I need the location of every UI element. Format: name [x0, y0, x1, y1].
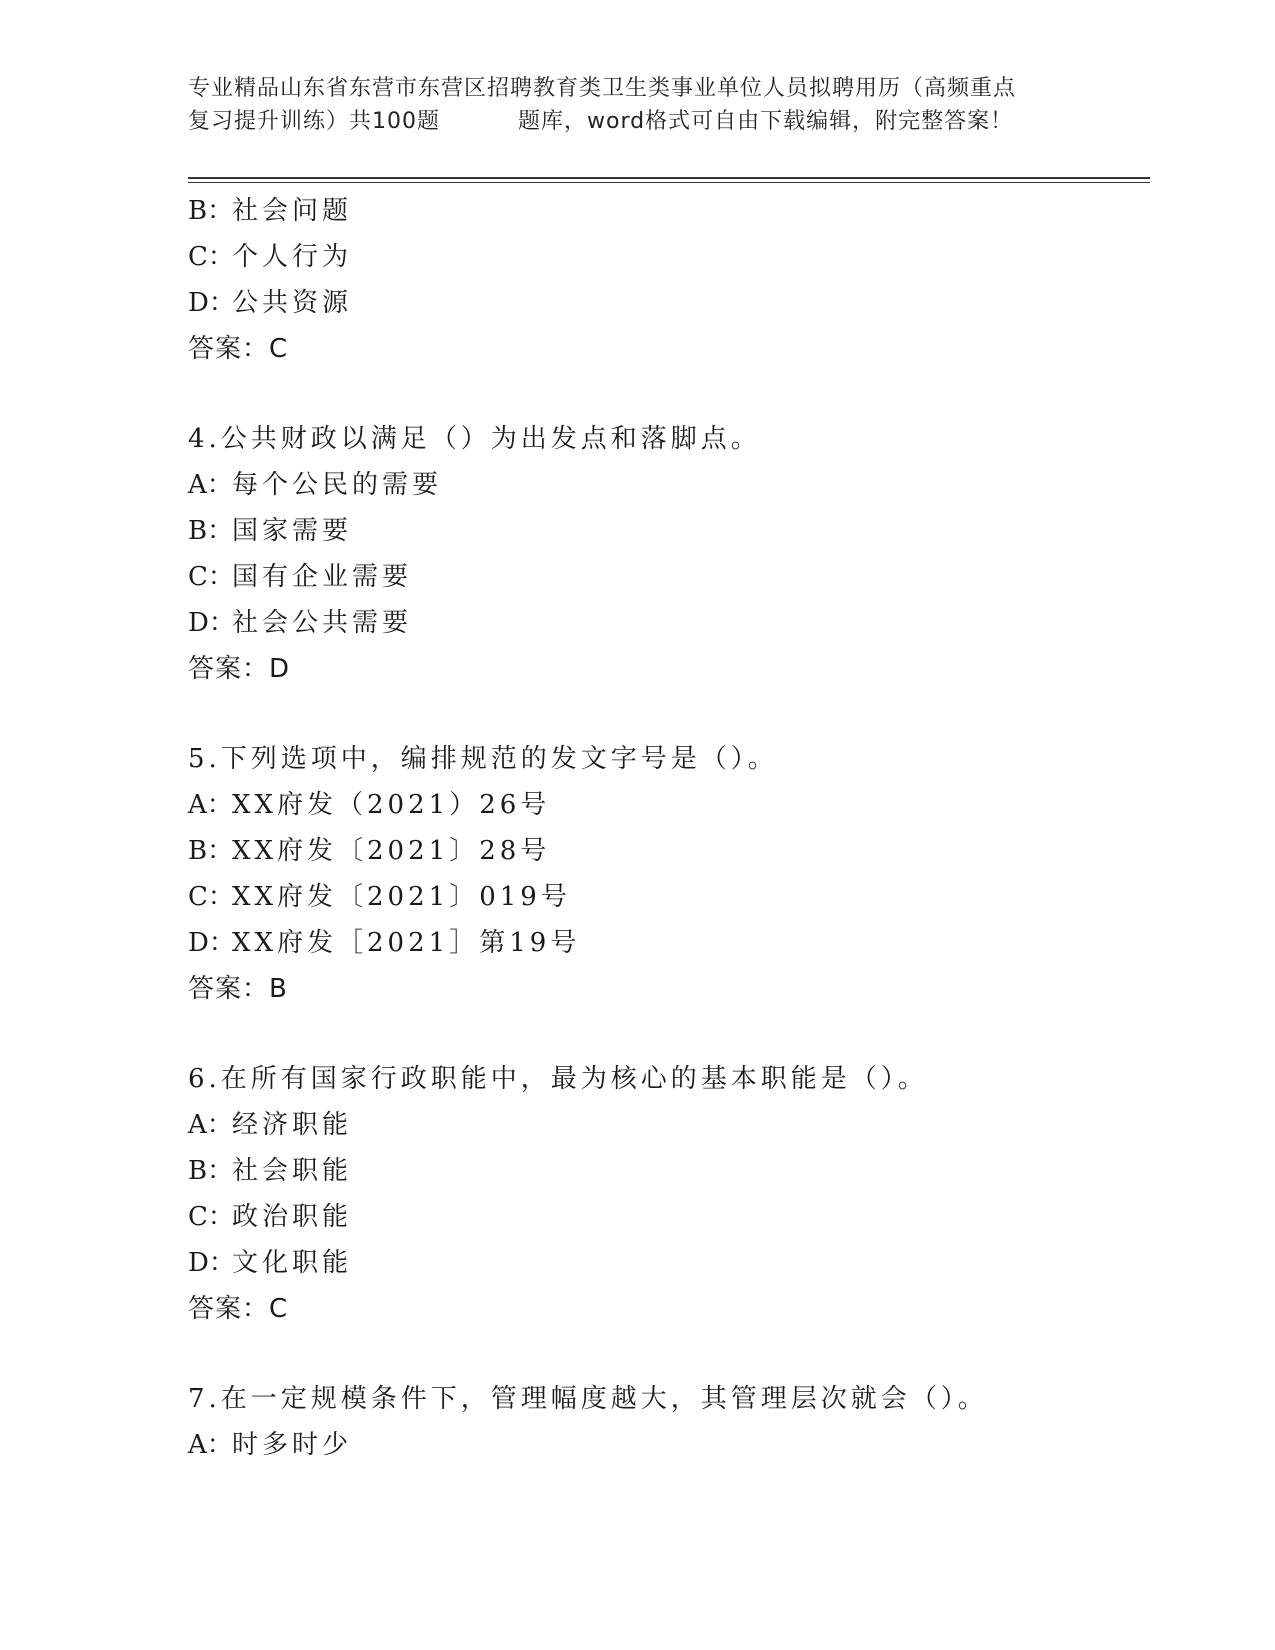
page-header — [188, 72, 1108, 138]
option-letter: A： — [188, 1430, 233, 1460]
answer-line: 答案：B — [188, 974, 288, 1004]
option-letter: C： — [188, 1202, 234, 1232]
option-text: 国有企业需要 — [232, 562, 413, 592]
option-c — [188, 1194, 1148, 1240]
option-a — [188, 1422, 1148, 1468]
header-line-1: 专业精品山东省东营市东营区招聘教育类卫生类事业单位人员拟聘用历（高频重点 — [188, 76, 1017, 101]
option-text: 社会职能 — [232, 1156, 353, 1186]
option-text: 个人行为 — [232, 242, 353, 272]
option-text: 社会问题 — [232, 196, 353, 226]
option-a — [188, 1102, 1148, 1148]
option-letter: D： — [188, 1248, 235, 1278]
option-d — [188, 920, 1148, 966]
option-c — [188, 554, 1148, 600]
option-letter: D： — [188, 288, 235, 318]
header-line-2 — [188, 105, 1108, 138]
option-letter: D： — [188, 608, 235, 638]
answer-line: 答案：D — [188, 654, 291, 684]
option-b — [188, 188, 1148, 234]
option-text: XX府发（2021）26号 — [232, 790, 551, 820]
option-b — [188, 828, 1148, 874]
header-rule-thin — [188, 182, 1150, 183]
option-text: 每个公民的需要 — [232, 470, 443, 500]
header-line-2-part-2: 题库，word格式可自由下载编辑，附完整答案！ — [518, 109, 1014, 134]
option-letter: B： — [188, 836, 234, 866]
option-letter: A： — [188, 790, 233, 820]
option-d — [188, 1240, 1148, 1286]
question-stem: 7.在一定规模条件下，管理幅度越大，其管理层次就会（）。 — [188, 1384, 988, 1414]
option-letter: B： — [188, 1156, 234, 1186]
option-text: XX府发〔2021〕019号 — [232, 882, 571, 912]
question-stem: 4.公共财政以满足（）为出发点和落脚点。 — [188, 424, 761, 454]
option-letter: A： — [188, 1110, 233, 1140]
option-text: 公共资源 — [232, 288, 353, 318]
option-text: XX府发［2021］第19号 — [232, 928, 581, 958]
option-d — [188, 600, 1148, 646]
option-letter: A： — [188, 470, 233, 500]
option-text: 国家需要 — [232, 516, 353, 546]
question-list — [188, 188, 1148, 1468]
header-line-2-part-1: 复习提升训练）共100题 — [188, 109, 440, 134]
answer-line: 答案：C — [188, 1294, 289, 1324]
option-text: XX府发〔2021〕28号 — [232, 836, 551, 866]
option-letter: B： — [188, 516, 234, 546]
question-stem: 6.在所有国家行政职能中，最为核心的基本职能是（）。 — [188, 1064, 928, 1094]
option-a — [188, 462, 1148, 508]
option-a — [188, 782, 1148, 828]
option-b — [188, 508, 1148, 554]
option-letter: C： — [188, 242, 234, 272]
option-d — [188, 280, 1148, 326]
option-letter: B： — [188, 196, 234, 226]
option-b — [188, 1148, 1148, 1194]
option-text: 政治职能 — [232, 1202, 353, 1232]
option-text: 文化职能 — [232, 1248, 353, 1278]
option-text: 经济职能 — [232, 1110, 353, 1140]
answer-line: 答案：C — [188, 334, 289, 364]
question-stem: 5.下列选项中，编排规范的发文字号是（）。 — [188, 744, 778, 774]
option-text: 社会公共需要 — [232, 608, 413, 638]
option-c — [188, 234, 1148, 280]
option-letter: D： — [188, 928, 235, 958]
option-letter: C： — [188, 562, 234, 592]
header-rule-thick — [188, 177, 1150, 179]
option-text: 时多时少 — [232, 1430, 353, 1460]
option-c — [188, 874, 1148, 920]
option-letter: C： — [188, 882, 234, 912]
